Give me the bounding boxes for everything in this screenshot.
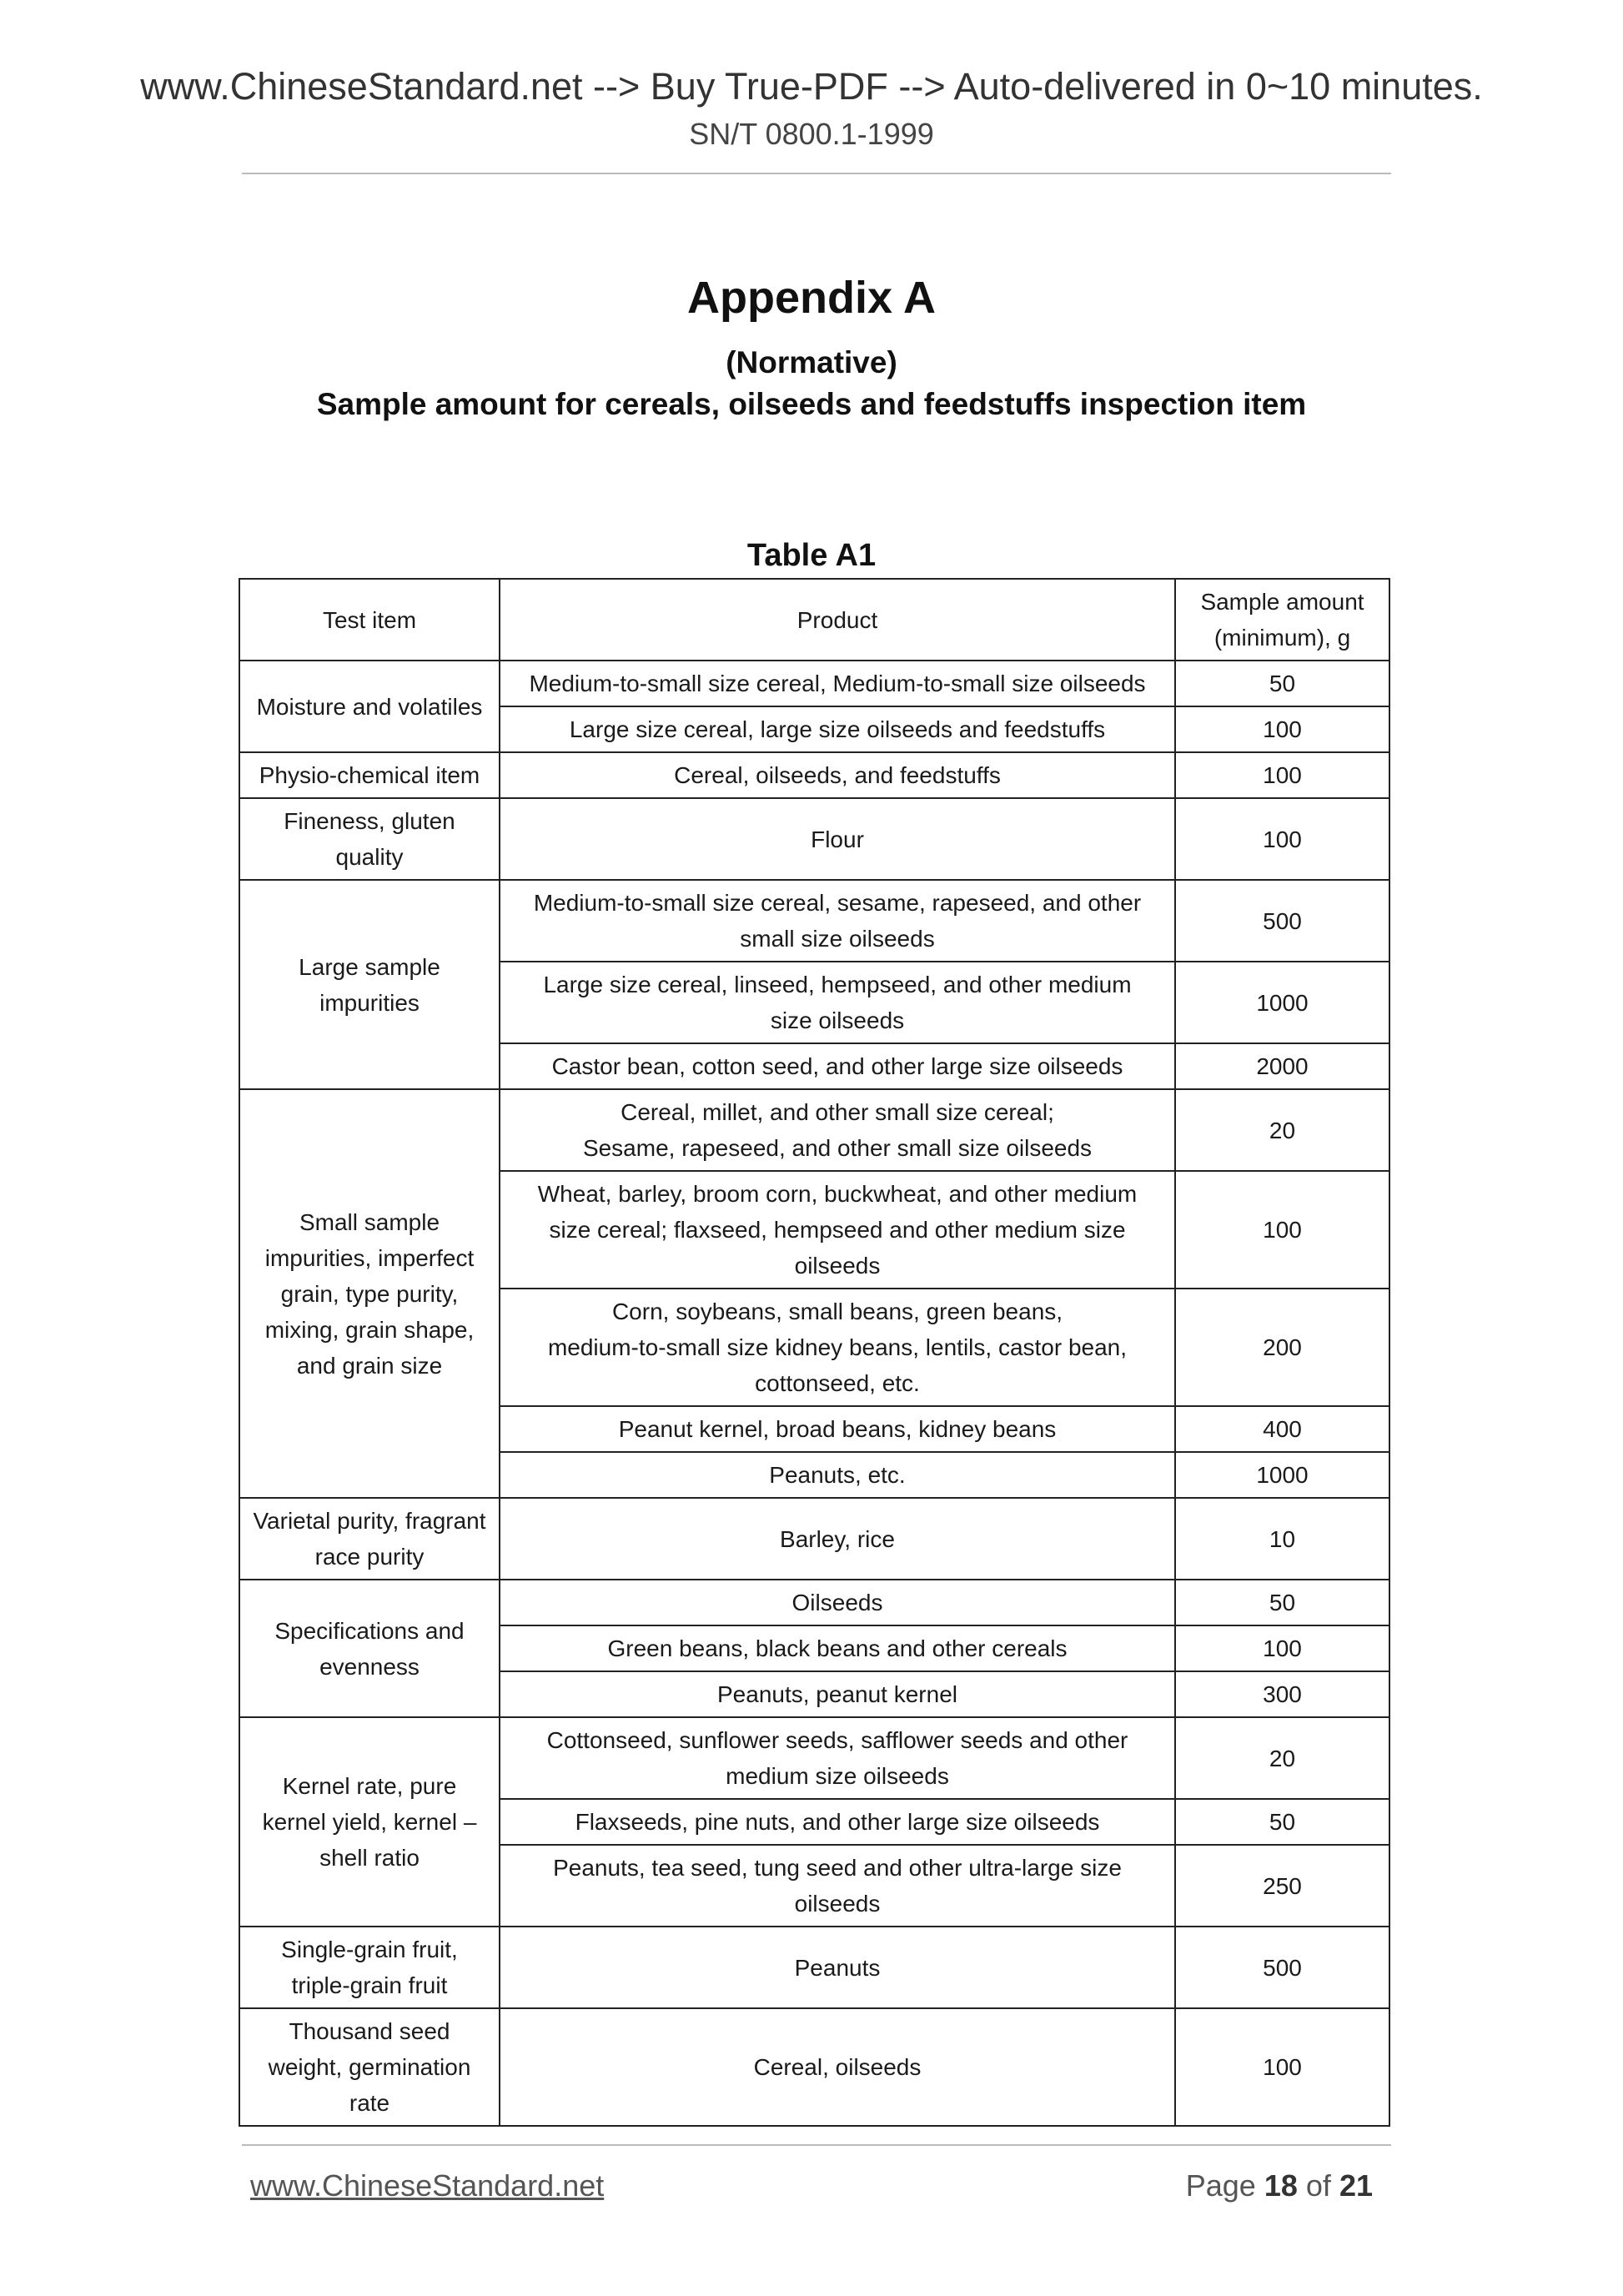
table-row — [239, 1580, 1389, 1625]
test-item-cell: Single-grain fruit, triple-grain fruit — [239, 1927, 500, 2008]
appendix-caption: Sample amount for cereals, oilseeds and feedstuffs inspection item — [316, 387, 1307, 421]
product-cell: Cereal, oilseeds — [500, 2008, 1175, 2126]
product-cell: Medium-to-small size cereal, Medium-to-small size oilseeds — [500, 661, 1175, 706]
sample-amount-cell: 50 — [1175, 1799, 1389, 1845]
footer-divider — [242, 2144, 1391, 2146]
header-sample-amount: Sample amount (minimum), g — [1175, 579, 1389, 661]
product-cell: Peanuts, peanut kernel — [500, 1671, 1175, 1717]
appendix-title: Appendix A — [686, 273, 936, 323]
product-cell: Peanuts, etc. — [500, 1452, 1175, 1498]
table-title: Table A1 — [746, 538, 877, 573]
test-item-cell: Kernel rate, pure kernel yield, kernel – shell ratio — [239, 1717, 500, 1927]
test-item-cell: Moisture and volatiles — [239, 661, 500, 752]
product-cell: Cereal, oilseeds, and feedstuffs — [500, 752, 1175, 798]
table-row — [239, 2008, 1389, 2126]
footer-website-link[interactable]: www.ChineseStandard.net — [250, 2168, 605, 2203]
current-page: 18 — [1264, 2168, 1298, 2203]
sample-amount-cell: 20 — [1175, 1089, 1389, 1171]
sample-amount-cell: 1000 — [1175, 962, 1389, 1043]
sample-amount-cell: 250 — [1175, 1845, 1389, 1927]
product-cell: Peanut kernel, broad beans, kidney beans — [500, 1406, 1175, 1452]
sample-amount-cell: 20 — [1175, 1717, 1389, 1799]
table-row — [239, 752, 1389, 798]
product-cell: Cottonseed, sunflower seeds, safflower seeds and other medium size oilseeds — [500, 1717, 1175, 1799]
product-cell: Wheat, barley, broom corn, buckwheat, and other medium size cereal; flaxseed, hempseed and other medium size oilseeds — [500, 1171, 1175, 1289]
sample-amount-cell: 100 — [1175, 1171, 1389, 1289]
product-cell: Flaxseeds, pine nuts, and other large size oilseeds — [500, 1799, 1175, 1845]
sample-amount-cell: 10 — [1175, 1498, 1389, 1580]
sample-amount-table — [239, 578, 1390, 2127]
product-cell: Cereal, millet, and other small size cereal; Sesame, rapeseed, and other small size oilseeds — [500, 1089, 1175, 1171]
test-item-cell: Varietal purity, fragrant race purity — [239, 1498, 500, 1580]
sample-amount-cell: 500 — [1175, 880, 1389, 962]
page-indicator: Page 18 of 21 — [1185, 2168, 1373, 2203]
product-cell: Corn, soybeans, small beans, green beans, medium-to-small size kidney beans, lentils, castor bean, cottonseed, etc. — [500, 1289, 1175, 1406]
sample-amount-cell: 1000 — [1175, 1452, 1389, 1498]
test-item-cell: Thousand seed weight, germination rate — [239, 2008, 500, 2126]
table-row — [239, 661, 1389, 706]
total-pages: 21 — [1339, 2168, 1373, 2203]
product-cell: Large size cereal, large size oilseeds and feedstuffs — [500, 706, 1175, 752]
product-cell: Large size cereal, linseed, hempseed, and other medium size oilseeds — [500, 962, 1175, 1043]
test-item-cell: Specifications and evenness — [239, 1580, 500, 1717]
sample-amount-cell: 100 — [1175, 1625, 1389, 1671]
table-row — [239, 1717, 1389, 1799]
sample-amount-cell: 200 — [1175, 1289, 1389, 1406]
product-cell: Castor bean, cotton seed, and other large size oilseeds — [500, 1043, 1175, 1089]
sample-amount-cell: 400 — [1175, 1406, 1389, 1452]
table-row — [239, 880, 1389, 962]
sample-amount-cell: 300 — [1175, 1671, 1389, 1717]
test-item-cell: Small sample impurities, imperfect grain, type purity, mixing, grain shape, and grain size — [239, 1089, 500, 1498]
header-divider — [242, 173, 1391, 174]
table-row — [239, 1927, 1389, 2008]
product-cell: Barley, rice — [500, 1498, 1175, 1580]
sample-amount-cell: 100 — [1175, 706, 1389, 752]
table-header-row — [239, 579, 1389, 661]
test-item-cell: Large sample impurities — [239, 880, 500, 1089]
sample-amount-cell: 100 — [1175, 798, 1389, 880]
sample-amount-cell: 50 — [1175, 661, 1389, 706]
sample-amount-cell: 100 — [1175, 752, 1389, 798]
test-item-cell: Fineness, gluten quality — [239, 798, 500, 880]
sample-amount-cell: 100 — [1175, 2008, 1389, 2126]
header-product: Product — [500, 579, 1175, 661]
product-cell: Medium-to-small size cereal, sesame, rapeseed, and other small size oilseeds — [500, 880, 1175, 962]
standard-number: SN/T 0800.1-1999 — [689, 117, 934, 151]
product-cell: Green beans, black beans and other cereals — [500, 1625, 1175, 1671]
sample-amount-cell: 50 — [1175, 1580, 1389, 1625]
product-cell: Flour — [500, 798, 1175, 880]
header-banner: www.ChineseStandard.net --> Buy True-PDF --> Auto-delivered in 0~10 minutes. — [140, 65, 1483, 108]
sample-amount-cell: 500 — [1175, 1927, 1389, 2008]
table-row — [239, 798, 1389, 880]
product-cell: Peanuts — [500, 1927, 1175, 2008]
sample-amount-cell: 2000 — [1175, 1043, 1389, 1089]
table-row — [239, 1089, 1389, 1171]
product-cell: Oilseeds — [500, 1580, 1175, 1625]
table-row — [239, 1498, 1389, 1580]
product-cell: Peanuts, tea seed, tung seed and other ultra-large size oilseeds — [500, 1845, 1175, 1927]
header-test-item: Test item — [239, 579, 500, 661]
test-item-cell: Physio-chemical item — [239, 752, 500, 798]
appendix-subtitle: (Normative) — [726, 345, 897, 379]
